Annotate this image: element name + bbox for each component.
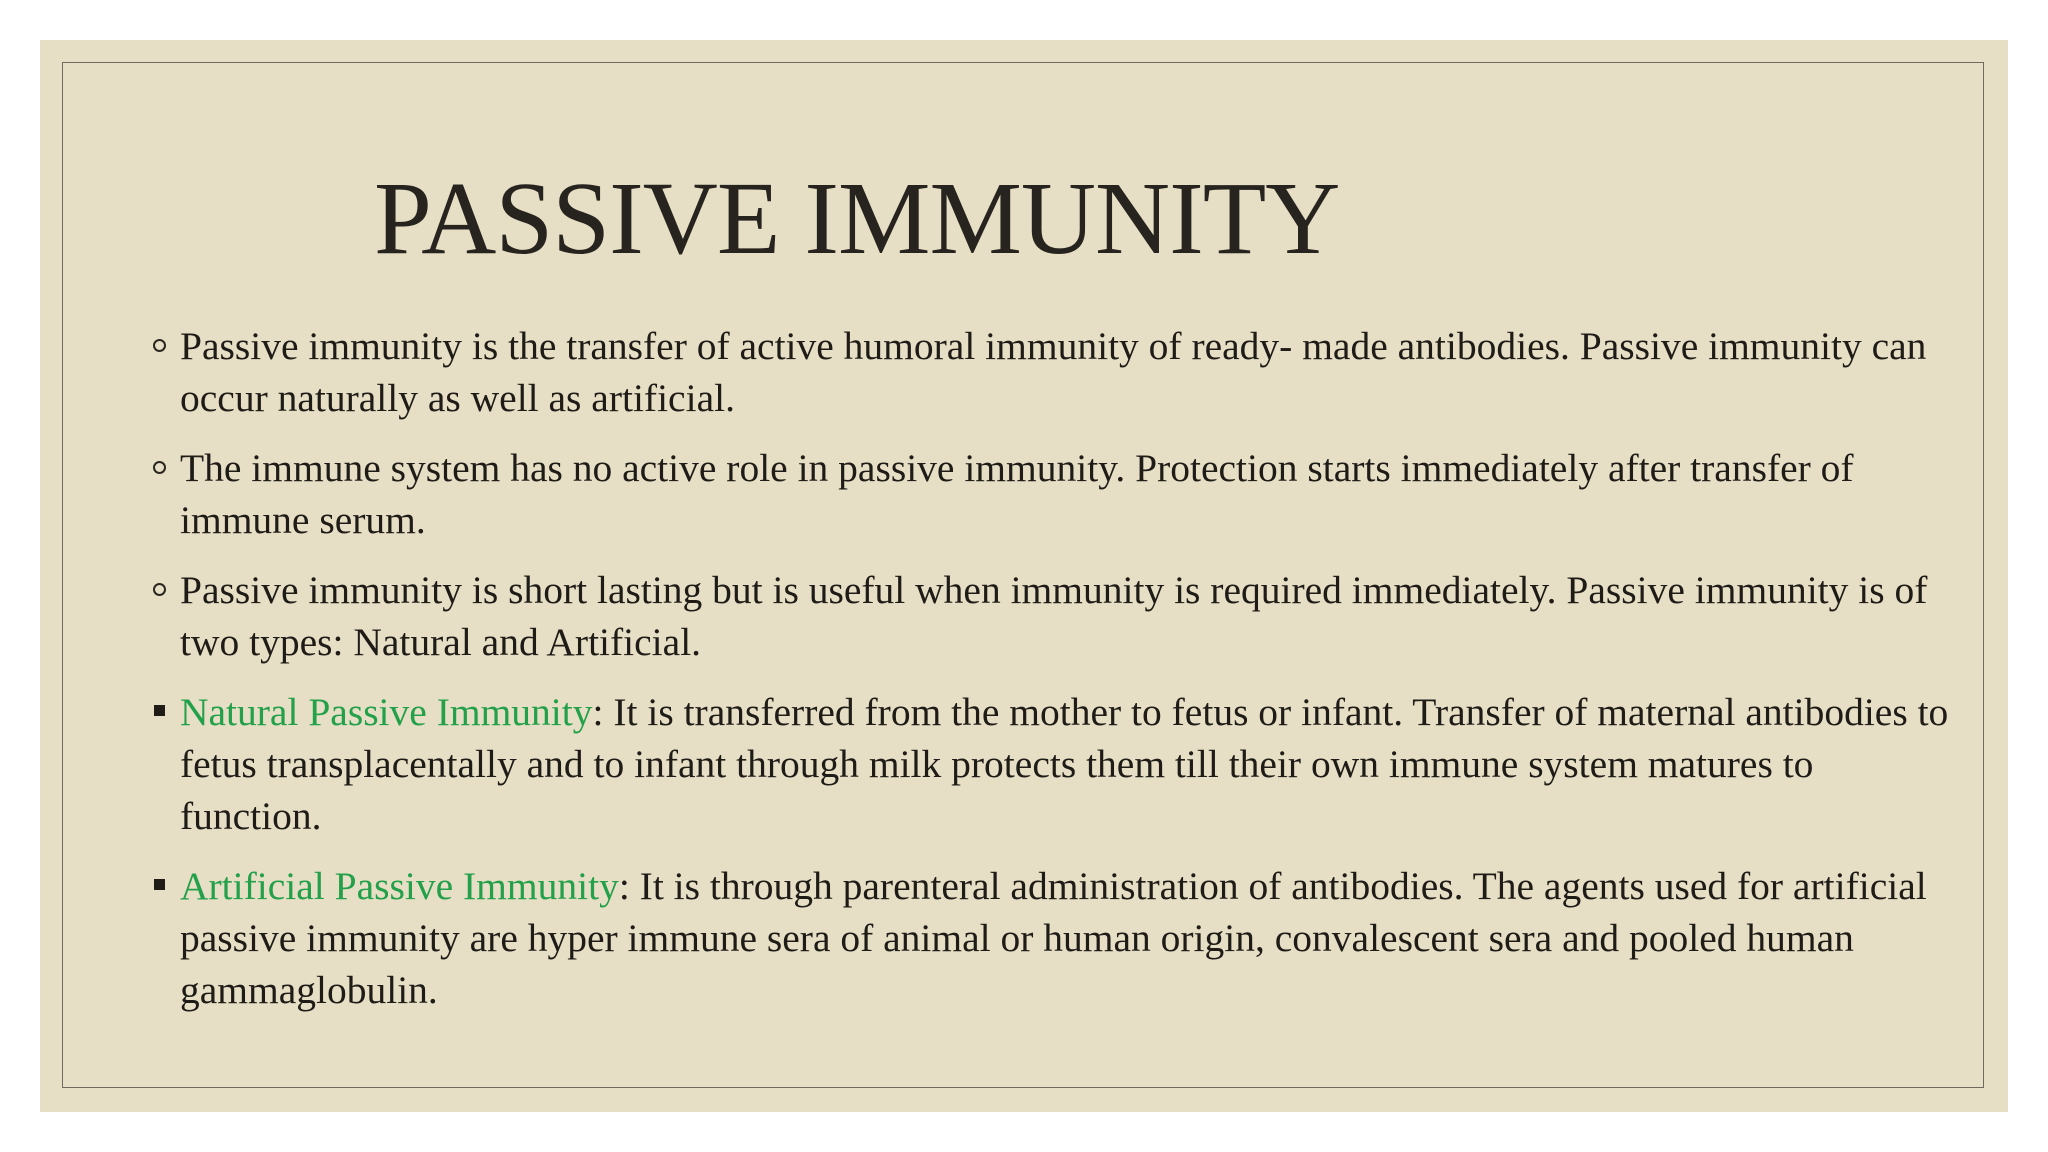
circle-bullet-icon [153,461,166,474]
bullet-item-1 [100,320,1960,424]
bullet-text: : It is through parenteral administration of antibodies. The agents used for artificial passive immunity are hyper immune sera of animal or human origin, convalescent sera and pooled human gammaglobulin. [180,864,1927,1012]
square-bullet-icon [154,705,165,716]
bullet-list [100,320,1960,1034]
bullet-term: Artificial Passive Immunity [180,864,619,908]
slide [40,40,2008,1112]
bullet-item-5 [100,860,1960,1016]
square-bullet-icon [154,879,165,890]
bullet-text: Passive immunity is the transfer of active humoral immunity of ready- made antibodies. Passive immunity can occur naturally as well as artificial. [180,324,1927,420]
bullet-item-2 [100,442,1960,546]
circle-bullet-icon [153,339,166,352]
circle-bullet-icon [153,583,166,596]
bullet-term: Natural Passive Immunity [180,690,593,734]
bullet-item-4 [100,686,1960,842]
bullet-text: Passive immunity is short lasting but is useful when immunity is required immediately. Passive immunity is of two types: Natural and Artificial. [180,568,1928,664]
bullet-text: : It is transferred from the mother to fetus or infant. Transfer of maternal antibodies to fetus transplacentally and to infant through milk protects them till their own immune system matures to function. [180,690,1949,838]
slide-title: PASSIVE IMMUNITY [374,161,1340,276]
bullet-text: The immune system has no active role in passive immunity. Protection starts immediately after transfer of immune serum. [180,446,1854,542]
bullet-item-3 [100,564,1960,668]
